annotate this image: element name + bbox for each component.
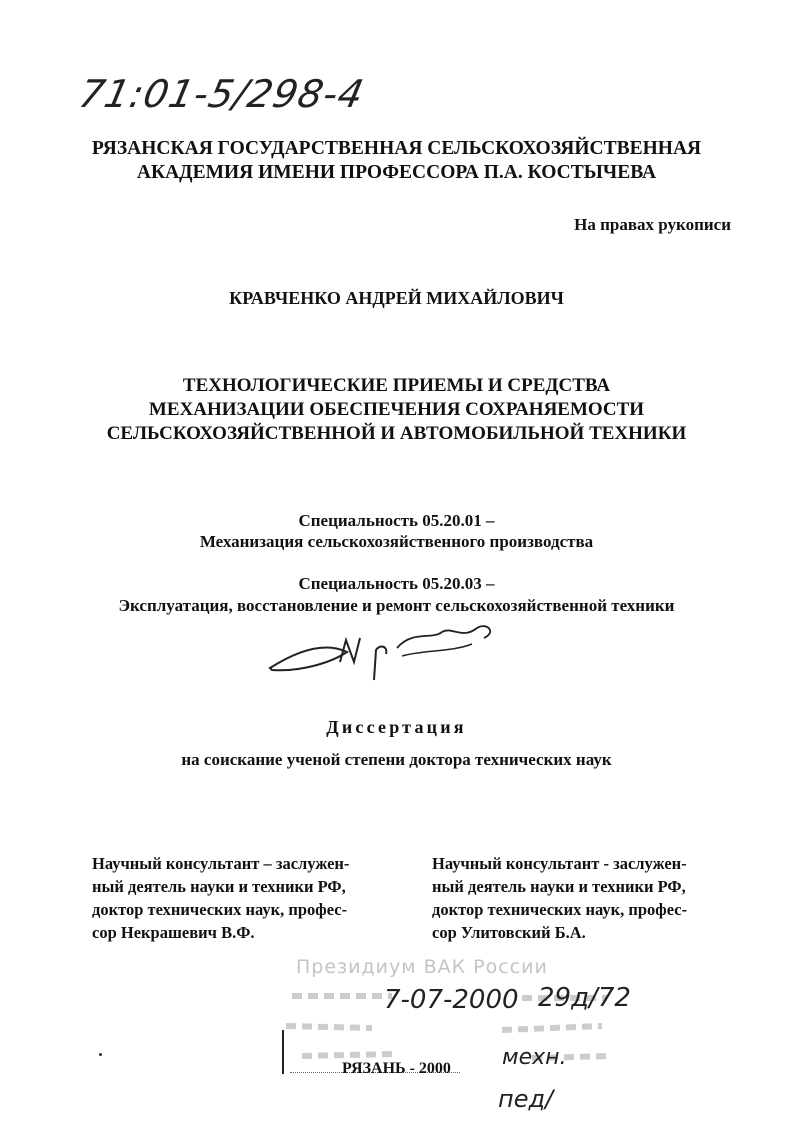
archive-number: 71:01-5/298-4 (75, 72, 369, 116)
specialty-1-name: Механизация сельскохозяйственного производства (199, 532, 594, 551)
signature-image (262, 610, 512, 690)
handwritten-dept: мехн. (502, 1045, 567, 1070)
document-type: Диссертация (326, 717, 467, 737)
consultant-left-line: ный деятель науки и техники РФ, (92, 877, 346, 896)
handwritten-signature-2: пед/ (498, 1085, 554, 1113)
rights-label: На правах рукописи (574, 215, 731, 234)
specialty-2-code: Специальность 05.20.03 – (298, 574, 495, 593)
consultant-right (432, 852, 752, 944)
stamp-line-1: Президиум ВАК России (296, 956, 548, 978)
specialty-1-code: Специальность 05.20.01 – (298, 511, 495, 530)
consultant-left-line: сор Некрашевич В.Ф. (92, 923, 255, 942)
institution-line-2: АКАДЕМИЯ ИМЕНИ ПРОФЕССОРА П.А. КОСТЫЧЕВА (136, 162, 657, 183)
institution-line-1: РЯЗАНСКАЯ ГОСУДАРСТВЕННАЯ СЕЛЬСКОХОЗЯЙСТВЕННАЯ (91, 138, 702, 159)
degree-line: на соискание ученой степени доктора технических наук (181, 750, 612, 769)
dot-mark (99, 1053, 102, 1056)
title-line-3: СЕЛЬСКОХОЗЯЙСТВЕННОЙ И АВТОМОБИЛЬНОЙ ТЕХНИКИ (106, 423, 687, 444)
author-name: КРАВЧЕНКО АНДРЕЙ МИХАЙЛОВИЧ (229, 288, 564, 308)
consultant-left-line: доктор технических наук, профес- (92, 900, 348, 919)
handwritten-code: 29д/72 (538, 983, 631, 1013)
specialty-2-name: Эксплуатация, восстановление и ремонт сельскохозяйственной техники (118, 596, 675, 615)
title-line-1: ТЕХНОЛОГИЧЕСКИЕ ПРИЕМЫ И СРЕДСТВА (182, 375, 611, 396)
consultant-left (92, 852, 412, 944)
consultant-right-line: сор Улитовский Б.А. (432, 923, 586, 942)
title-line-2: МЕХАНИЗАЦИИ ОБЕСПЕЧЕНИЯ СОХРАНЯЕМОСТИ (148, 399, 645, 420)
consultant-right-line: доктор технических наук, профес- (432, 900, 688, 919)
handwritten-date: 7-07-2000 (384, 985, 519, 1015)
consultant-right-line: Научный консультант - заслужен- (432, 854, 687, 873)
city-year: РЯЗАНЬ - 2000 (342, 1060, 451, 1077)
consultant-right-line: ный деятель науки и техники РФ, (432, 877, 686, 896)
consultant-left-line: Научный консультант – заслужен- (92, 854, 350, 873)
